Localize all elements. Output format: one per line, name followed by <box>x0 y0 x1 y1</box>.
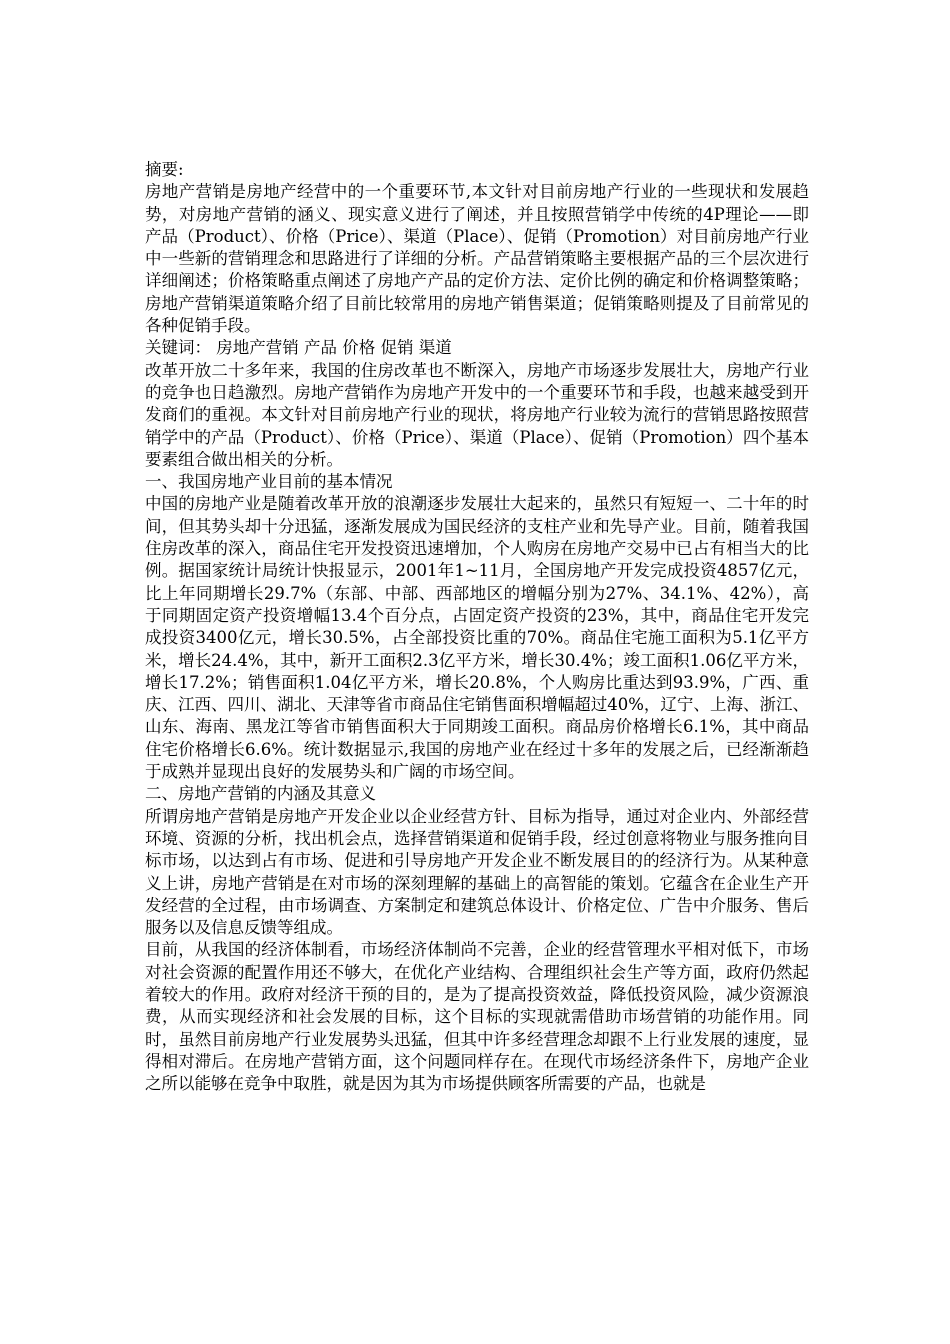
document-page <box>145 159 809 1095</box>
keywords-line: 关键词： 房地产营销 产品 价格 促销 渠道 <box>145 338 452 358</box>
section-2-heading: 二、房地产营销的内涵及其意义 <box>145 784 376 804</box>
section-1-heading: 一、我国房地产业目前的基本情况 <box>145 472 393 492</box>
section-2-paragraph-1: 所谓房地产营销是房地产开发企业以企业经营方针、目标为指导，通过对企业内、外部经营环境、资源的分析，找出机会点，选择营销渠道和促销手段，经过创意将物业与服务推向目标市场，以达到占有市场、促进和引导房地产开发企业不断发展目的的经济行为。从某种意义上讲，房地产营销是在对市场的深刻理解的基础上的高智能的策划。它蕴含在企业生产开发经营的全过程，由市场调查、方案制定和建筑总体设计、价格定位、广告中介服务、售后服务以及信息反馈等组成。 <box>145 806 809 938</box>
abstract-heading: 摘要: <box>145 160 184 179</box>
section-1-body: 中国的房地产业是随着改革开放的浪潮逐步发展壮大起来的，虽然只有短短一、二十年的时间，但其势头却十分迅猛，逐渐发展成为国民经济的支柱产业和先导产业。目前，随着我国住房改革的深入，商品住宅开发投资迅速增加，个人购房在房地产交易中已占有相当大的比例。据国家统计局统计快报显示，2001年1~11月，全国房地产开发完成投资4857亿元，比上年同期增长29.7%（东部、中部、西部地区的增幅分别为27%、34.1%、42%），高于同期固定资产投资增幅13.4个百分点，占固定资产投资的23%，其中，商品住宅开发完成投资3400亿元，增长30.5%，占全部投资比重的70%。商品住宅施工面积为5.1亿平方米，增长24.4%，其中，新开工面积2.3亿平方米，增长30.4%；竣工面积1.06亿平方米，增长17.2%；销售面积1.04亿平方米，增长20.8%，个人购房比重达到93.9%，广西、重庆、江西、四川、湖北、天津等省市商品住宅销售面积增幅超过40%，辽宁、上海、浙江、山东、海南、黑龙江等省市销售面积大于同期竣工面积。商品房价格增长6.1%，其中商品住宅价格增长6.6%。统计数据显示,我国的房地产业在经过十多年的发展之后，已经渐渐趋于成熟并显现出良好的发展势头和广阔的市场空间。 <box>145 494 809 782</box>
intro-paragraph: 改革开放二十多年来，我国的住房改革也不断深入，房地产市场逐步发展壮大，房地产行业的竞争也日趋激烈。房地产营销作为房地产开发中的一个重要环节和手段，也越来越受到开发商们的重视。本文针对目前房地产行业的现状，将房地产行业较为流行的营销思路按照营销学中的产品（Product）、价格（Price）、渠道（Place）、促销（Promotion）四个基本要素组合做出相关的分析。 <box>145 360 809 469</box>
section-2-paragraph-2: 目前，从我国的经济体制看，市场经济体制尚不完善，企业的经营管理水平相对低下，市场对社会资源的配置作用还不够大，在优化产业结构、合理组织社会生产等方面，政府仍然起着较大的作用。政府对经济干预的目的，是为了提高投资效益，降低投资风险，减少资源浪费，从而实现经济和社会发展的目标，这个目标的实现就需借助市场营销的功能作用。同时，虽然目前房地产行业发展势头迅猛，但其中许多经营理念却跟不上行业发展的速度，显得相对滞后。在房地产营销方面，这个问题同样存在。在现代市场经济条件下，房地产企业之所以能够在竞争中取胜，就是因为其为市场提供顾客所需要的产品，也就是 <box>145 940 809 1094</box>
abstract-body: 房地产营销是房地产经营中的一个重要环节,本文针对目前房地产行业的一些现状和发展趋势，对房地产营销的涵义、现实意义进行了阐述，并且按照营销学中传统的4P理论——即产品（Product）、价格（Price）、渠道（Place）、促销（Promotion）对目前房地产行业中一些新的营销理念和思路进行了详细的分析。产品营销策略主要根据产品的三个层次进行详细阐述；价格策略重点阐述了房地产产品的定价方法、定价比例的确定和价格调整策略；房地产营销渠道策略介绍了目前比较常用的房地产销售渠道；促销策略则提及了目前常见的各种促销手段。 <box>145 182 809 336</box>
